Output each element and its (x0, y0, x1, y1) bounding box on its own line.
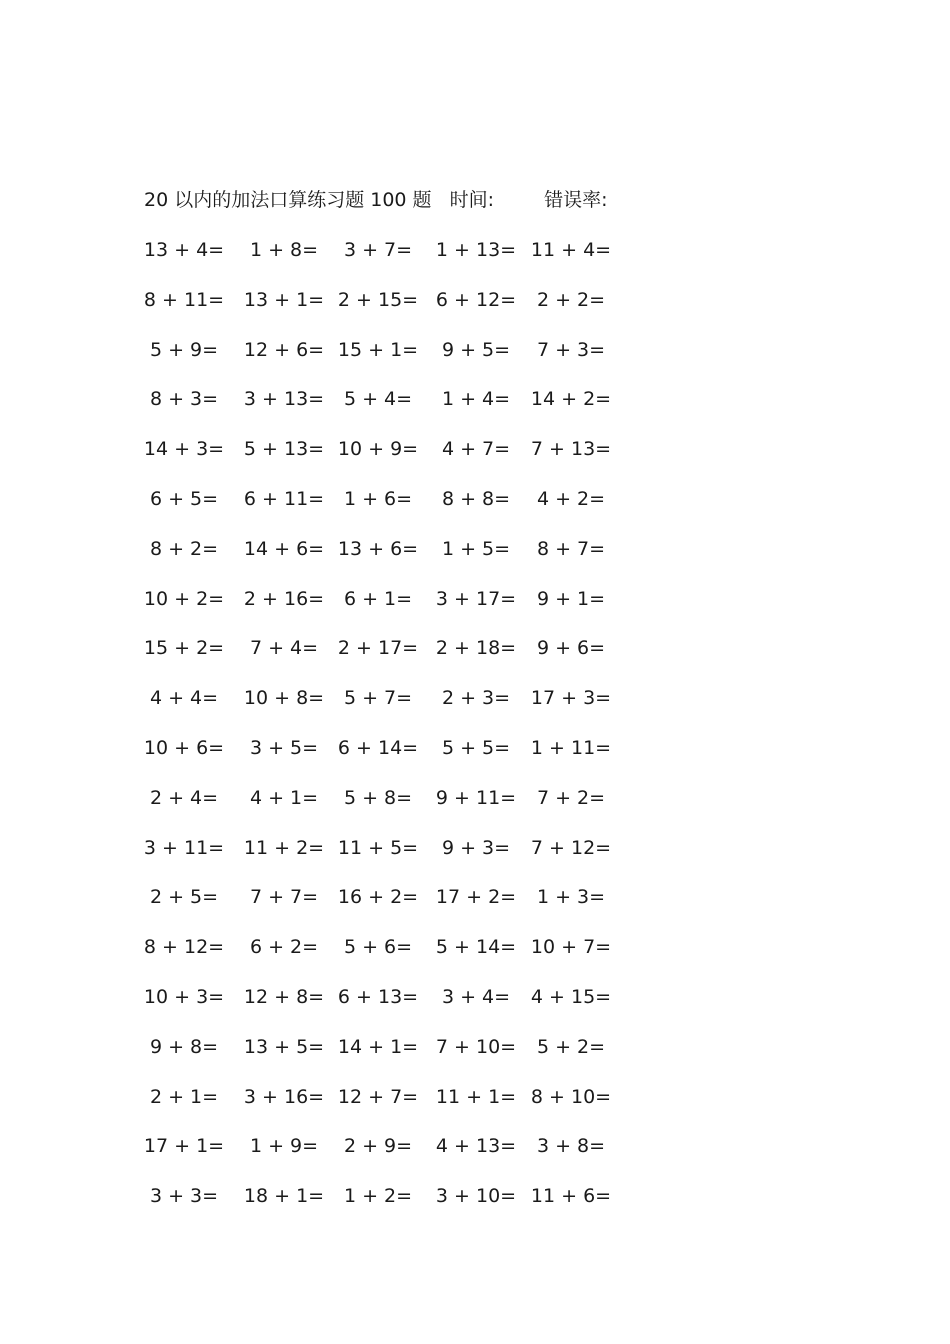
problem-item: 8 + 11= (143, 288, 225, 311)
problem-item: 4 + 4= (149, 687, 219, 710)
problem-item: 5 + 2= (536, 1035, 606, 1058)
problem-item: 6 + 14= (337, 737, 419, 759)
problem-item: 4 + 13= (435, 1135, 517, 1158)
problem-item: 14 + 6= (243, 537, 325, 560)
problem-item: 7 + 10= (435, 1035, 517, 1058)
problem-item: 4 + 1= (249, 786, 319, 809)
problem-item: 3 + 10= (435, 1185, 517, 1208)
problem-item: 2 + 4= (149, 786, 219, 809)
problem-item: 15 + 1= (337, 338, 419, 361)
problem-item: 9 + 3= (441, 836, 511, 859)
problem-item: 5 + 4= (343, 388, 413, 411)
problem-item: 8 + 3= (149, 388, 219, 411)
problem-item: 14 + 1= (337, 1035, 419, 1058)
problem-item: 6 + 1= (343, 587, 413, 610)
time-label: 时间: (449, 189, 495, 211)
problem-item: 13 + 1= (243, 288, 325, 311)
worksheet-title: 20 以内的加法口算练习题 100 题 (144, 189, 432, 211)
problem-item: 5 + 5= (441, 737, 511, 759)
problem-item: 7 + 7= (249, 886, 319, 909)
problem-item: 10 + 6= (143, 737, 225, 759)
problem-item: 4 + 7= (441, 438, 511, 461)
problem-item: 3 + 5= (249, 737, 319, 759)
problem-item: 6 + 11= (243, 488, 325, 510)
problem-item: 5 + 7= (343, 687, 413, 710)
problem-item: 10 + 2= (143, 587, 225, 610)
problem-item: 12 + 7= (337, 1085, 419, 1108)
problem-item: 3 + 16= (243, 1085, 325, 1108)
problem-item: 8 + 12= (143, 936, 225, 959)
problem-item: 3 + 4= (441, 986, 511, 1008)
problem-item: 8 + 10= (530, 1085, 612, 1108)
problem-item: 3 + 11= (143, 836, 225, 859)
problem-item: 7 + 12= (530, 836, 612, 859)
problem-item: 6 + 12= (435, 288, 517, 311)
error-rate-label: 错误率: (544, 189, 608, 211)
problem-item: 9 + 11= (435, 786, 517, 809)
problem-item: 5 + 6= (343, 936, 413, 959)
problem-item: 5 + 9= (149, 338, 219, 361)
problem-item: 9 + 8= (149, 1035, 219, 1058)
problem-item: 2 + 18= (435, 637, 517, 660)
problem-item: 5 + 8= (343, 786, 413, 809)
problem-item: 13 + 4= (143, 239, 225, 261)
problem-item: 13 + 6= (337, 537, 419, 560)
problem-item: 1 + 11= (530, 737, 612, 759)
problem-item: 11 + 5= (337, 836, 419, 859)
problem-item: 10 + 9= (337, 438, 419, 461)
problem-item: 8 + 8= (441, 488, 511, 510)
problem-item: 2 + 16= (243, 587, 325, 610)
problem-item: 12 + 8= (243, 986, 325, 1008)
problem-item: 10 + 3= (143, 986, 225, 1008)
problem-item: 5 + 14= (435, 936, 517, 959)
problem-item: 11 + 2= (243, 836, 325, 859)
problem-item: 17 + 2= (435, 886, 517, 909)
problem-item: 2 + 9= (343, 1135, 413, 1158)
problem-item: 14 + 3= (143, 438, 225, 461)
problem-item: 2 + 5= (149, 886, 219, 909)
problem-item: 9 + 1= (536, 587, 606, 610)
problem-item: 1 + 9= (249, 1135, 319, 1158)
problem-item: 2 + 17= (337, 637, 419, 660)
problem-item: 3 + 7= (343, 239, 413, 261)
problem-item: 17 + 1= (143, 1135, 225, 1158)
problem-item: 1 + 6= (343, 488, 413, 510)
problem-item: 7 + 4= (249, 637, 319, 660)
problem-item: 8 + 2= (149, 537, 219, 560)
problem-item: 7 + 13= (530, 438, 612, 461)
problem-item: 11 + 4= (530, 239, 612, 261)
problem-item: 1 + 13= (435, 239, 517, 261)
problem-item: 1 + 8= (249, 239, 319, 261)
problem-item: 17 + 3= (530, 687, 612, 710)
problem-item: 3 + 17= (435, 587, 517, 610)
problem-item: 12 + 6= (243, 338, 325, 361)
problem-item: 3 + 13= (243, 388, 325, 411)
problem-item: 2 + 3= (441, 687, 511, 710)
problem-item: 4 + 2= (536, 488, 606, 510)
problem-item: 10 + 7= (530, 936, 612, 959)
problem-item: 11 + 1= (435, 1085, 517, 1108)
problem-item: 2 + 15= (337, 288, 419, 311)
problem-item: 2 + 2= (536, 288, 606, 311)
problem-item: 6 + 13= (337, 986, 419, 1008)
problem-item: 13 + 5= (243, 1035, 325, 1058)
problem-item: 9 + 6= (536, 637, 606, 660)
problem-item: 15 + 2= (143, 637, 225, 660)
problem-item: 5 + 13= (243, 438, 325, 461)
problem-item: 1 + 4= (441, 388, 511, 411)
problem-item: 9 + 5= (441, 338, 511, 361)
problem-item: 1 + 3= (536, 886, 606, 909)
problem-item: 8 + 7= (536, 537, 606, 560)
problem-item: 3 + 8= (536, 1135, 606, 1158)
problem-item: 1 + 2= (343, 1185, 413, 1208)
problem-item: 4 + 15= (530, 986, 612, 1008)
problem-item: 1 + 5= (441, 537, 511, 560)
problem-item: 18 + 1= (243, 1185, 325, 1208)
problem-item: 3 + 3= (149, 1185, 219, 1208)
problem-item: 16 + 2= (337, 886, 419, 909)
problem-item: 11 + 6= (530, 1185, 612, 1208)
problem-item: 2 + 1= (149, 1085, 219, 1108)
problem-item: 14 + 2= (530, 388, 612, 411)
problem-item: 7 + 2= (536, 786, 606, 809)
problem-item: 6 + 2= (249, 936, 319, 959)
problem-item: 7 + 3= (536, 338, 606, 361)
problem-item: 6 + 5= (149, 488, 219, 510)
problem-item: 10 + 8= (243, 687, 325, 710)
